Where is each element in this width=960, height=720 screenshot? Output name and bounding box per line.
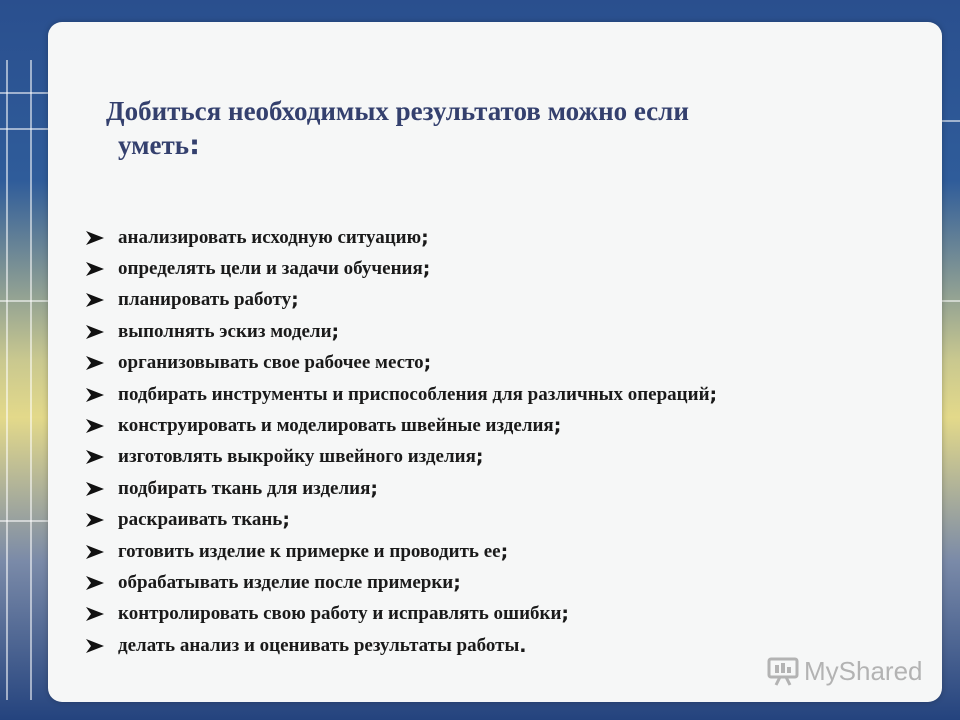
arrow-bullet-icon [84, 387, 106, 403]
arrow-bullet-icon [84, 544, 106, 560]
skill-text: подбирать инструменты и приспособления для различных операций [118, 383, 710, 405]
skill-punctuation: ; [453, 571, 461, 594]
arrow-bullet-icon [84, 481, 106, 497]
arrow-bullet-icon [84, 230, 106, 246]
skill-list-item [84, 505, 717, 536]
skill-punctuation: ; [291, 289, 299, 312]
skill-list-item [84, 222, 717, 253]
skill-punctuation: ; [282, 509, 290, 532]
skill-text: подбирать ткань для изделия [118, 477, 371, 499]
skill-text: анализировать исходную ситуацию [118, 226, 422, 248]
skill-list-item [84, 473, 717, 504]
skill-list-item [84, 253, 717, 284]
skill-punctuation: ; [331, 320, 340, 343]
slide-title-colon: : [189, 130, 200, 161]
skill-punctuation: ; [553, 415, 562, 438]
skill-list-item [84, 285, 717, 316]
background-grid-line [6, 60, 8, 700]
skill-punctuation: ; [709, 383, 718, 406]
background-grid-line [30, 60, 32, 700]
skill-punctuation: ; [561, 603, 570, 626]
skill-list-item [84, 348, 717, 379]
skill-list-item [84, 410, 717, 441]
background-grid-line [942, 300, 960, 302]
skill-list [84, 222, 717, 661]
skill-text: планировать работу [118, 289, 292, 311]
skill-list-item [84, 599, 717, 630]
skill-text: делать анализ и оценивать результаты работы [118, 634, 520, 656]
skill-text: изготовлять выкройку швейного изделия [118, 446, 476, 468]
background-grid-line [0, 128, 48, 130]
slide-title [106, 94, 866, 163]
slide-title-word: уметь [118, 130, 190, 160]
arrow-bullet-icon [84, 261, 106, 277]
background-grid-line [0, 520, 48, 522]
arrow-bullet-icon [84, 355, 106, 371]
slide-title-line-2 [106, 128, 866, 163]
skill-text: определять цели и задачи обучения [118, 258, 423, 280]
myshared-watermark [766, 656, 923, 687]
skill-punctuation: ; [370, 477, 378, 500]
skill-text: организовывать свое рабочее место [118, 352, 424, 374]
background-grid-line [0, 92, 48, 94]
arrow-bullet-icon [84, 418, 106, 434]
background-grid-line [942, 120, 960, 122]
skill-text: выполнять эскиз модели [118, 320, 332, 342]
slide-card [48, 22, 942, 702]
arrow-bullet-icon [84, 575, 106, 591]
skill-text: контролировать свою работу и исправлять ошибки [118, 603, 562, 625]
skill-list-item [84, 316, 717, 347]
skill-punctuation: ; [422, 258, 431, 281]
skill-list-item [84, 536, 717, 567]
skill-text: обрабатывать изделие после примерки [118, 571, 454, 593]
skill-punctuation: ; [475, 446, 484, 469]
watermark-brand: MyShared [804, 656, 923, 686]
skill-punctuation: ; [421, 226, 429, 249]
skill-list-item [84, 379, 717, 410]
skill-text: готовить изделие к примерке и проводить ее [118, 540, 501, 562]
skill-text: конструировать и моделировать швейные изделия [118, 415, 554, 437]
arrow-bullet-icon [84, 606, 106, 622]
arrow-bullet-icon [84, 449, 106, 465]
arrow-bullet-icon [84, 512, 106, 528]
skill-list-item [84, 442, 717, 473]
skill-text: раскраивать ткань [118, 509, 283, 531]
skill-punctuation: . [519, 634, 527, 657]
skill-list-item [84, 567, 717, 598]
skill-list-item [84, 630, 717, 661]
arrow-bullet-icon [84, 324, 106, 340]
background-grid-line [0, 300, 48, 302]
skill-punctuation: ; [423, 352, 432, 375]
arrow-bullet-icon [84, 292, 106, 308]
arrow-bullet-icon [84, 638, 106, 654]
slide-title-line-1: Добиться необходимых результатов можно если [106, 96, 689, 126]
presentation-board-icon [766, 657, 800, 687]
skill-punctuation: ; [500, 540, 509, 563]
